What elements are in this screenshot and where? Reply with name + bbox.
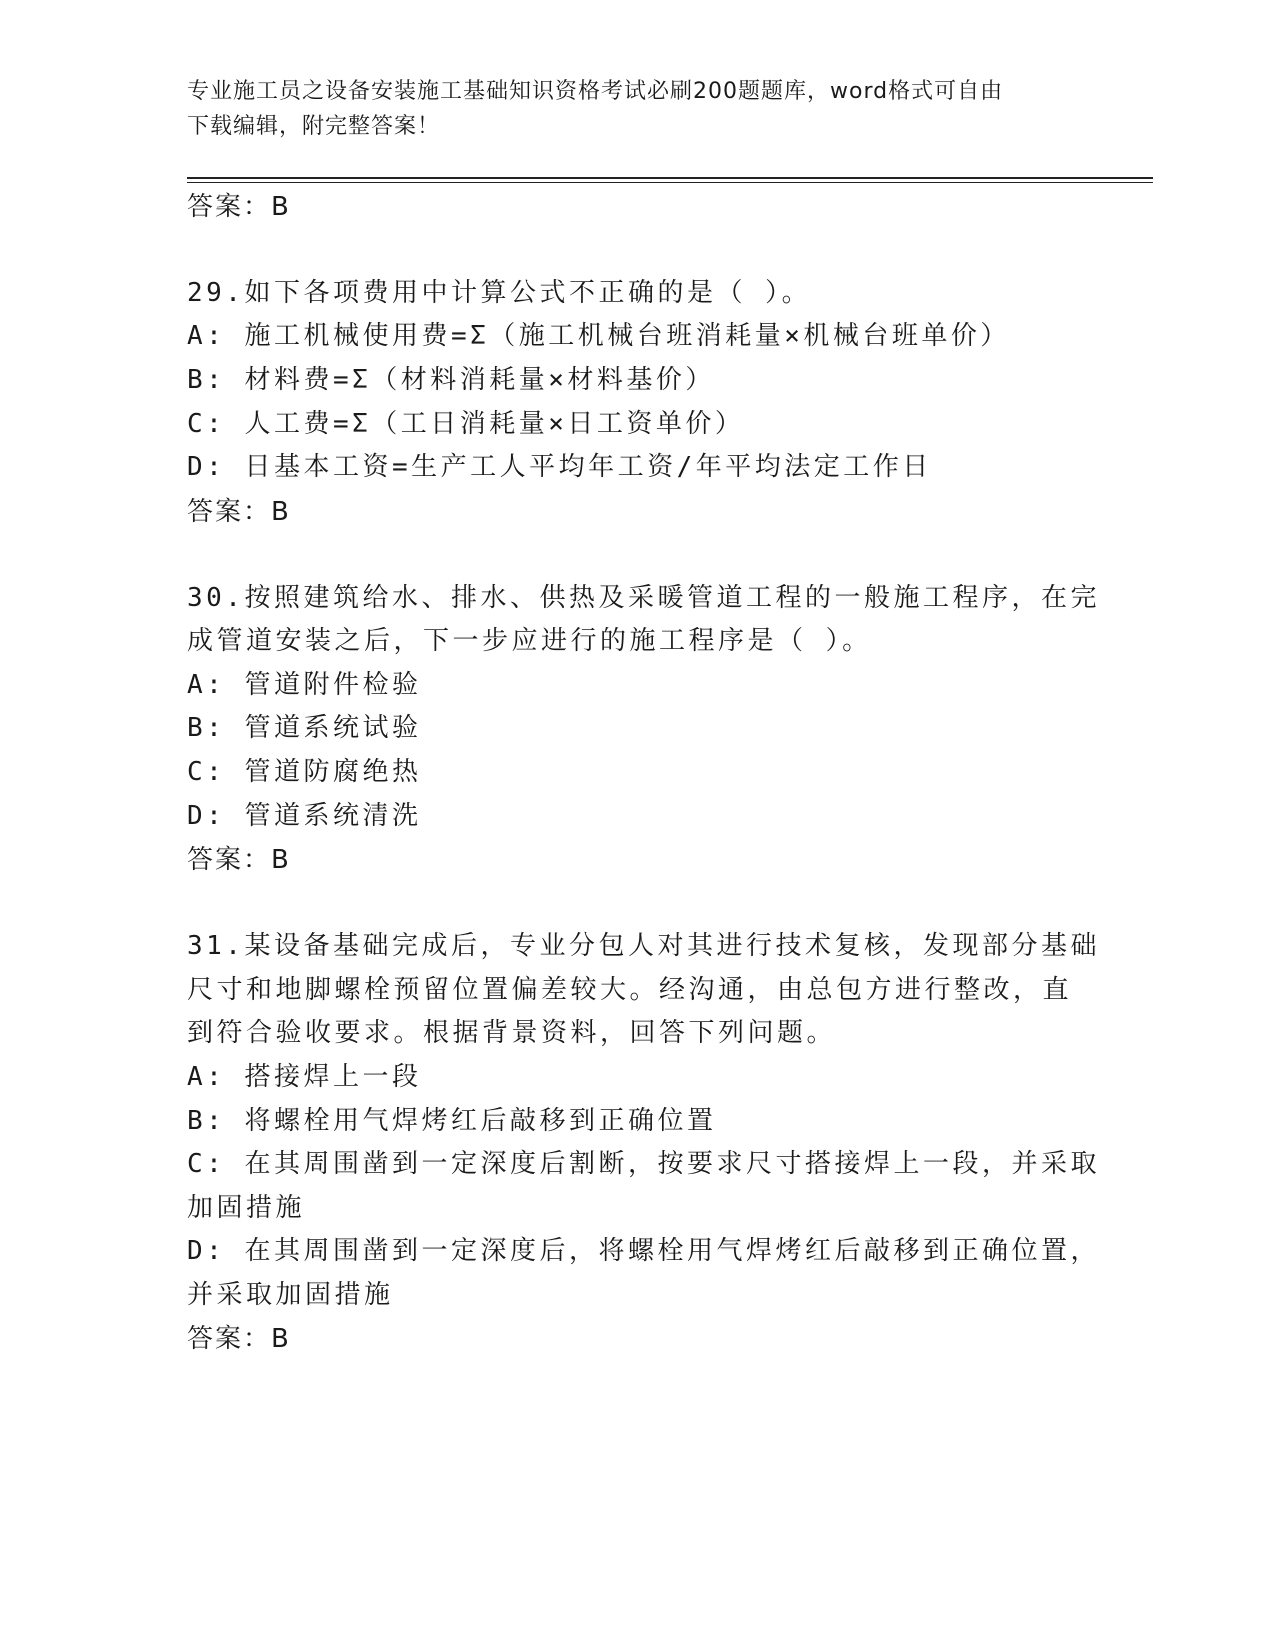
q31-option-d-line-2: 并采取加固措施: [187, 1280, 394, 1310]
q29-option-d: D: 日基本工资=生产工人平均年工资/年平均法定工作日: [187, 452, 932, 482]
q31-answer: 答案：B: [187, 1324, 291, 1354]
q31-option-a: A: 搭接焊上一段: [187, 1062, 422, 1092]
q29-option-b: B: 材料费=Σ（材料消耗量×材料基价）: [187, 365, 715, 395]
header-rule-thick: [187, 177, 1153, 179]
question-29-text: 29.如下各项费用中计算公式不正确的是（ ）。: [187, 278, 812, 308]
q31-option-b: B: 将螺栓用气焊烤红后敲移到正确位置: [187, 1106, 717, 1136]
q29-answer: 答案：B: [187, 497, 291, 527]
header-line-1: 专业施工员之设备安装施工基础知识资格考试必刷200题题库，word格式可自由: [187, 79, 1004, 104]
q29-option-a: A: 施工机械使用费=Σ（施工机械台班消耗量×机械台班单价）: [187, 321, 1010, 351]
q30-answer: 答案：B: [187, 845, 291, 875]
q31-option-d-line-1: D: 在其周围凿到一定深度后，将螺栓用气焊烤红后敲移到正确位置，: [187, 1236, 1100, 1266]
q29-option-c: C: 人工费=Σ（工日消耗量×日工资单价）: [187, 409, 745, 439]
question-31-text-line-1: 31.某设备基础完成后，专业分包人对其进行技术复核，发现部分基础: [187, 931, 1100, 961]
q31-option-c-line-1: C: 在其周围凿到一定深度后割断，按要求尺寸搭接焊上一段，并采取: [187, 1149, 1100, 1179]
question-30-text-line-2: 成管道安装之后，下一步应进行的施工程序是（ ）。: [187, 626, 872, 656]
q30-option-d: D: 管道系统清洗: [187, 801, 422, 831]
q30-option-a: A: 管道附件检验: [187, 670, 422, 700]
question-31-text-line-2: 尺寸和地脚螺栓预留位置偏差较大。经沟通，由总包方进行整改，直: [187, 975, 1073, 1005]
header-line-2: 下载编辑，附完整答案！: [187, 114, 441, 139]
question-30-text-line-1: 30.按照建筑给水、排水、供热及采暖管道工程的一般施工程序，在完: [187, 583, 1100, 613]
document-header: [187, 74, 1067, 144]
q30-option-c: C: 管道防腐绝热: [187, 757, 422, 787]
q31-option-c-line-2: 加固措施: [187, 1193, 306, 1223]
q30-option-b: B: 管道系统试验: [187, 713, 422, 743]
answer-prev: 答案：B: [187, 192, 291, 222]
header-rule-thin: [187, 182, 1153, 183]
question-31-text-line-3: 到符合验收要求。根据背景资料，回答下列问题。: [187, 1018, 837, 1048]
